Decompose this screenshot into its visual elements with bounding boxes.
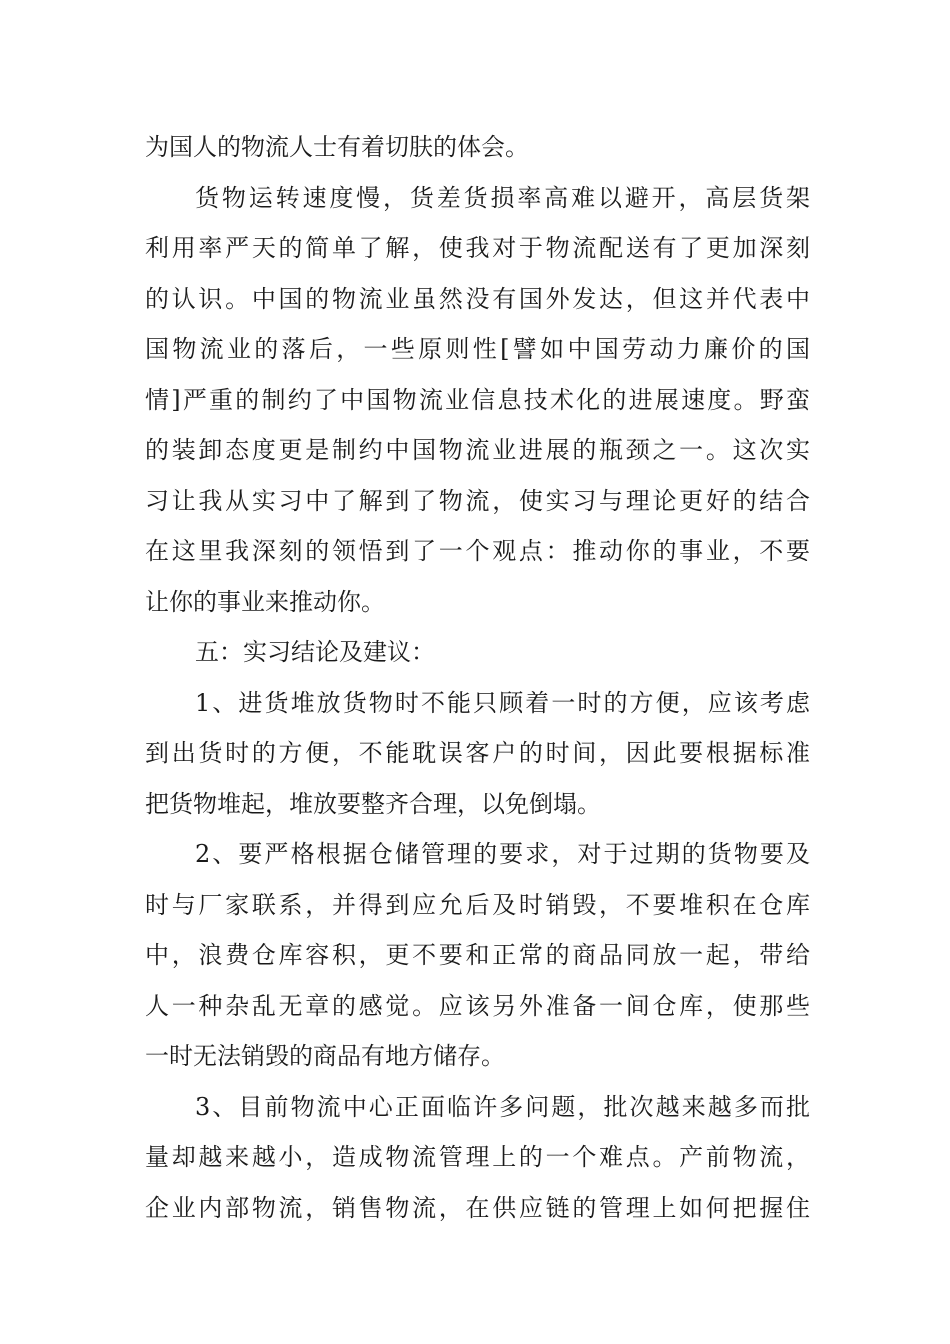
text-line: 一时无法销毁的商品有地方储存。 [145,1042,505,1070]
text-line: 的认识。中国的物流业虽然没有国外发达，但这并代表中 [145,284,810,313]
text-line: 量却越来越小，造成物流管理上的一个难点。产前物流， [145,1143,810,1171]
text-line: 3、目前物流中心正面临许多问题，批次越来越多而批 [195,1092,810,1121]
text-line: 情]严重的制约了中国物流业信息技术化的进展速度。野蛮 [145,385,810,414]
text-line: 中，浪费仓库容积，更不要和正常的商品同放一起，带给 [145,941,810,969]
text-line: 国物流业的落后，一些原则性[譬如中国劳动力廉价的国 [145,335,810,363]
text-line: 在这里我深刻的领悟到了一个观点：推动你的事业，不要 [145,537,810,565]
text-line: 到出货时的方便，不能耽误客户的时间，因此要根据标准 [145,739,810,767]
text-line: 的装卸态度更是制约中国物流业进展的瓶颈之一。这次实 [145,436,810,464]
text-line: 人一种杂乱无章的感觉。应该另外准备一间仓库，使那些 [145,991,810,1020]
section-heading: 五：实习结论及建议： [195,638,435,666]
text-line: 利用率严天的简单了解，使我对于物流配送有了更加深刻 [145,234,810,262]
body-text [145,122,810,1233]
text-line: 时与厂家联系，并得到应允后及时销毁，不要堆积在仓库 [145,890,810,919]
text-line: 企业内部物流，销售物流，在供应链的管理上如何把握住 [145,1193,810,1222]
text-line: 把货物堆起，堆放要整齐合理，以免倒塌。 [145,789,601,818]
text-line: 为国人的物流人士有着切肤的体会。 [145,133,529,161]
text-line: 货物运转速度慢，货差货损率高难以避开，高层货架 [195,183,810,212]
text-line: 2、要严格根据仓储管理的要求，对于过期的货物要及 [195,840,810,868]
text-line: 让你的事业来推动你。 [145,587,385,616]
text-line: 习让我从实习中了解到了物流，使实习与理论更好的结合 [145,486,810,515]
text-line: 1、进货堆放货物时不能只顾着一时的方便，应该考虑 [195,688,810,717]
